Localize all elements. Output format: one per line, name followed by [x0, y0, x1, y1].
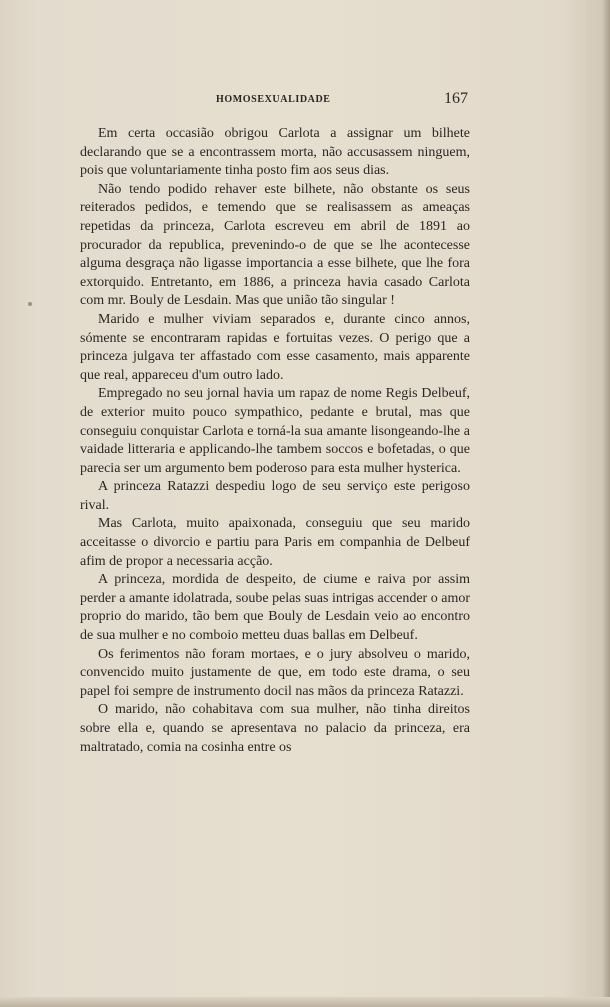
paragraph: O marido, não cohabitava com sua mulher, não tinha direitos sobre ella e, quando se apresentava no palacio da princeza, era maltratado, comia na cosinha entre os	[80, 702, 470, 755]
page-header	[80, 90, 470, 114]
running-title: HOMOSEXUALIDADE	[216, 94, 331, 105]
paragraph: A princeza, mordida de despeito, de ciume e raiva por assim perder a amante idolatrada, soube pelas suas intrigas accender o amor proprio do marido, tão bem que Bouly de Lesdain veio ao encontro de sua mulher e no comboio metteu duas ballas em Delbeuf.	[80, 572, 470, 644]
paragraph: A princeza Ratazzi despediu logo de seu serviço este perigoso rival.	[80, 479, 470, 513]
paragraph: Os ferimentos não foram mortaes, e o jury absolveu o marido, convencido muito justamente de que, em todo este drama, o seu papel foi sempre de instrumento docil nas mãos da princeza Ratazzi.	[80, 646, 470, 699]
paragraph: Mas Carlota, muito apaixonada, conseguiu que seu marido acceitasse o divorcio e partiu para Paris em companhia de Delbeuf afim de propor a necessaria acção.	[80, 516, 470, 569]
paragraph: Empregado no seu jornal havia um rapaz de nome Regis Delbeuf, de exterior muito pouco sympathico, pedante e brutal, mas que conseguiu conquistar Carlota e torná-la sua amante lisongeando-lhe a vaidade litteraria e applicando-lhe tambem soccos e bofetadas, o que parecia ser um argumento bem poderoso para esta mulher hysterica.	[80, 386, 470, 476]
paper-speck	[28, 302, 32, 306]
paragraph: Marido e mulher viviam separados e, durante cinco annos, sómente se encontraram rapidas e fortuitas vezes. O perigo que a princeza julgava ter affastado com esse casamento, mais apparente que real, appareceu d'um outro lado.	[80, 311, 470, 383]
page-number: 167	[444, 90, 468, 107]
paragraph: Em certa occasião obrigou Carlota a assignar um bilhete declarando que se a encontrassem morta, não accusassem ninguem, pois que voluntariamente tinha posto fim aos seus dias.	[80, 126, 470, 179]
page-edge-right	[602, 0, 610, 1007]
paragraph: Não tendo podido rehaver este bilhete, não obstante os seus reiterados pedidos, e temendo que se realisassem as ameaças repetidas da princeza, Carlota escreveu em abril de 1891 ao procurador da republica, prevenindo-o de que se lhe acontecesse alguma desgraça não ligasse importancia a esse bilhete, que lhe fora extorquido. Entretanto, em 1886, a princeza havia casado Carlota com mr. Bouly de Lesdain. Mas que união tão singular !	[80, 181, 470, 309]
page-edge-bottom	[0, 997, 610, 1007]
body-text	[80, 125, 470, 757]
